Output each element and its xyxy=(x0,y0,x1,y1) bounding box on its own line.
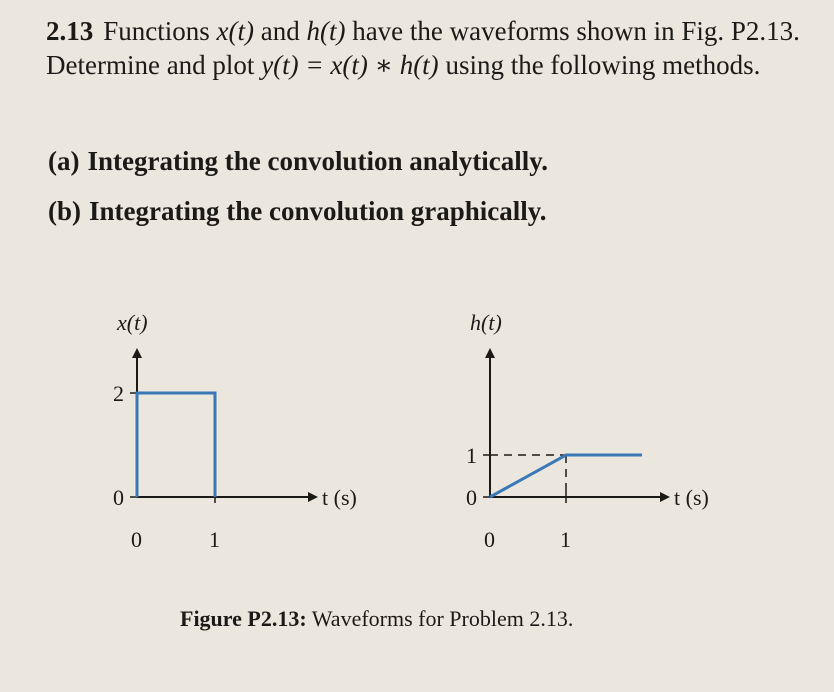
x-plot-y-tick-label-0: 0 xyxy=(113,485,124,510)
x-plot-y-arrow xyxy=(132,348,142,358)
h-plot-x-tick-label-1: 1 xyxy=(560,527,571,552)
x-plot-x-arrow xyxy=(308,492,318,502)
problem-text-1: Functions xyxy=(103,16,217,46)
part-a-text: Integrating the convolution analytically. xyxy=(87,146,549,176)
caption-text: Waveforms for Problem 2.13. xyxy=(311,606,574,631)
part-b-text: Integrating the convolution graphically. xyxy=(89,196,547,226)
problem-number: 2.13 xyxy=(46,16,94,46)
figure-caption xyxy=(180,606,573,632)
h-plot-x-arrow xyxy=(660,492,670,502)
problem-text-2: and xyxy=(253,16,307,46)
x-plot-x-tick-label-0: 0 xyxy=(131,527,142,552)
x-plot-x-label: t (s) xyxy=(322,485,357,510)
x-plot-y-tick-label-2: 2 xyxy=(113,381,124,406)
h-plot-y-label: h(t) xyxy=(470,310,502,335)
part-a-letter: (a) xyxy=(48,146,80,176)
x-plot-x-tick-label-1: 1 xyxy=(209,527,220,552)
x-function: x(t) xyxy=(216,16,254,46)
part-b-letter: (b) xyxy=(48,196,81,226)
x-plot-y-label: x(t) xyxy=(117,310,148,335)
h-function: h(t) xyxy=(306,16,346,46)
h-plot-x-tick-label-0: 0 xyxy=(484,527,495,552)
h-plot-y-arrow xyxy=(485,348,495,358)
problem-text-4: using the following methods. xyxy=(438,50,761,80)
h-plot-y-tick-label-1: 1 xyxy=(466,443,477,468)
x-plot-waveform xyxy=(137,393,215,497)
caption-label: Figure P2.13: xyxy=(180,606,307,631)
convolution-expression: y(t) = x(t) ∗ h(t) xyxy=(261,50,439,80)
problem-text-3: have the waveforms shown in Fig. P2.13. Determine and plot xyxy=(46,16,800,80)
h-plot-y-tick-label-0: 0 xyxy=(466,485,477,510)
h-plot-x-label: t (s) xyxy=(674,485,709,510)
